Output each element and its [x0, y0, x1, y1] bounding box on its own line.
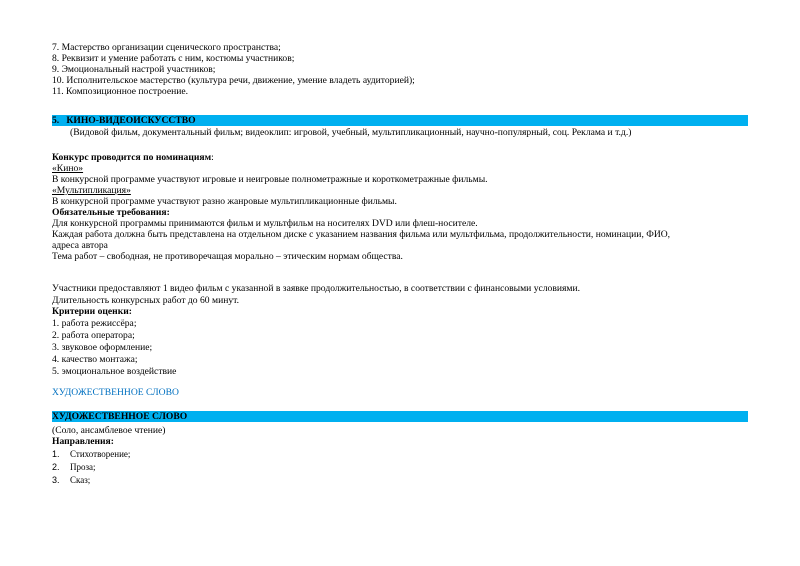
- section-title: КИНО-ВИДЕОИСКУССТВО: [66, 115, 196, 126]
- nomination-kino: «Кино»: [52, 163, 84, 174]
- section-5-subtitle: (Видовой фильм, документальный фильм; видеоклип: игровой, учебный, мультипликационный, научно-популярный, соц. Реклама и т.д.): [70, 127, 632, 138]
- list-item: 1. Стихотворение;: [52, 449, 131, 459]
- nominations-heading: Конкурс проводится по номинациям: [52, 152, 212, 163]
- requirement: Для конкурсной программы принимаются фильм и мультфильм на носителях DVD или флеш-носителе.: [52, 218, 478, 229]
- nomination-multi: «Мультипликация»: [52, 185, 131, 196]
- paragraph: Длительность конкурсных работ до 60 минут.: [52, 295, 240, 306]
- list-item: 2. Проза;: [52, 462, 96, 472]
- section-5-notes: [52, 283, 748, 377]
- list-item: 8. Реквизит и умение работать с ним, костюмы участников;: [52, 53, 295, 64]
- section-5-body: [52, 152, 748, 262]
- list-item: 5. эмоциональное воздействие: [52, 366, 177, 377]
- section-number: 5.: [52, 115, 60, 126]
- requirement-cont: адреса автора: [52, 240, 108, 251]
- list-item: 9. Эмоциональный настрой участников;: [52, 64, 216, 75]
- list-item: 4. качество монтажа;: [52, 354, 138, 365]
- art-subtitle: (Соло, ансамблевое чтение): [52, 425, 166, 436]
- art-section-body: [52, 425, 748, 486]
- list-item: 2. работа оператора;: [52, 330, 135, 341]
- paragraph: Участники предоставляют 1 видео фильм с указанной в заявке продолжительностью, в соответствии с финансовыми условиями.: [52, 283, 581, 294]
- list-item: 7. Мастерство организации сценического пространства;: [52, 42, 281, 53]
- list-item: 3. Сказ;: [52, 475, 91, 485]
- art-section-blue-title: ХУДОЖЕСТВЕННОЕ СЛОВО: [52, 387, 179, 398]
- list-item: 1. работа режиссёра;: [52, 318, 137, 329]
- requirement: Тема работ – свободная, не противоречащая морально – этическим нормам общества.: [52, 251, 403, 262]
- criteria-heading: Критерии оценки:: [52, 306, 132, 317]
- colon: :: [211, 152, 214, 163]
- art-section-heading: ХУДОЖЕСТВЕННОЕ СЛОВО: [52, 411, 748, 422]
- kino-text: В конкурсной программе участвуют игровые и неигровые полнометражные и короткометражные фильмы.: [52, 174, 488, 185]
- section-5-heading: [52, 115, 748, 126]
- requirements-heading: Обязательные требования:: [52, 207, 170, 218]
- list-item: 10. Исполнительское мастерство (культура речи, движение, умение владеть аудиторией);: [52, 75, 415, 86]
- multi-text: В конкурсной программе участвуют разно жанровые мультипликационные фильмы.: [52, 196, 397, 207]
- requirement: Каждая работа должна быть представлена на отдельном диске с указанием названия фильма или мультфильма, продолжительности, номинации, ФИО,: [52, 229, 671, 240]
- directions-heading: Направления:: [52, 436, 114, 447]
- list-item: 3. звуковое оформление;: [52, 342, 153, 353]
- list-item: 11. Композиционное построение.: [52, 86, 189, 97]
- criteria-list-top: [52, 42, 748, 97]
